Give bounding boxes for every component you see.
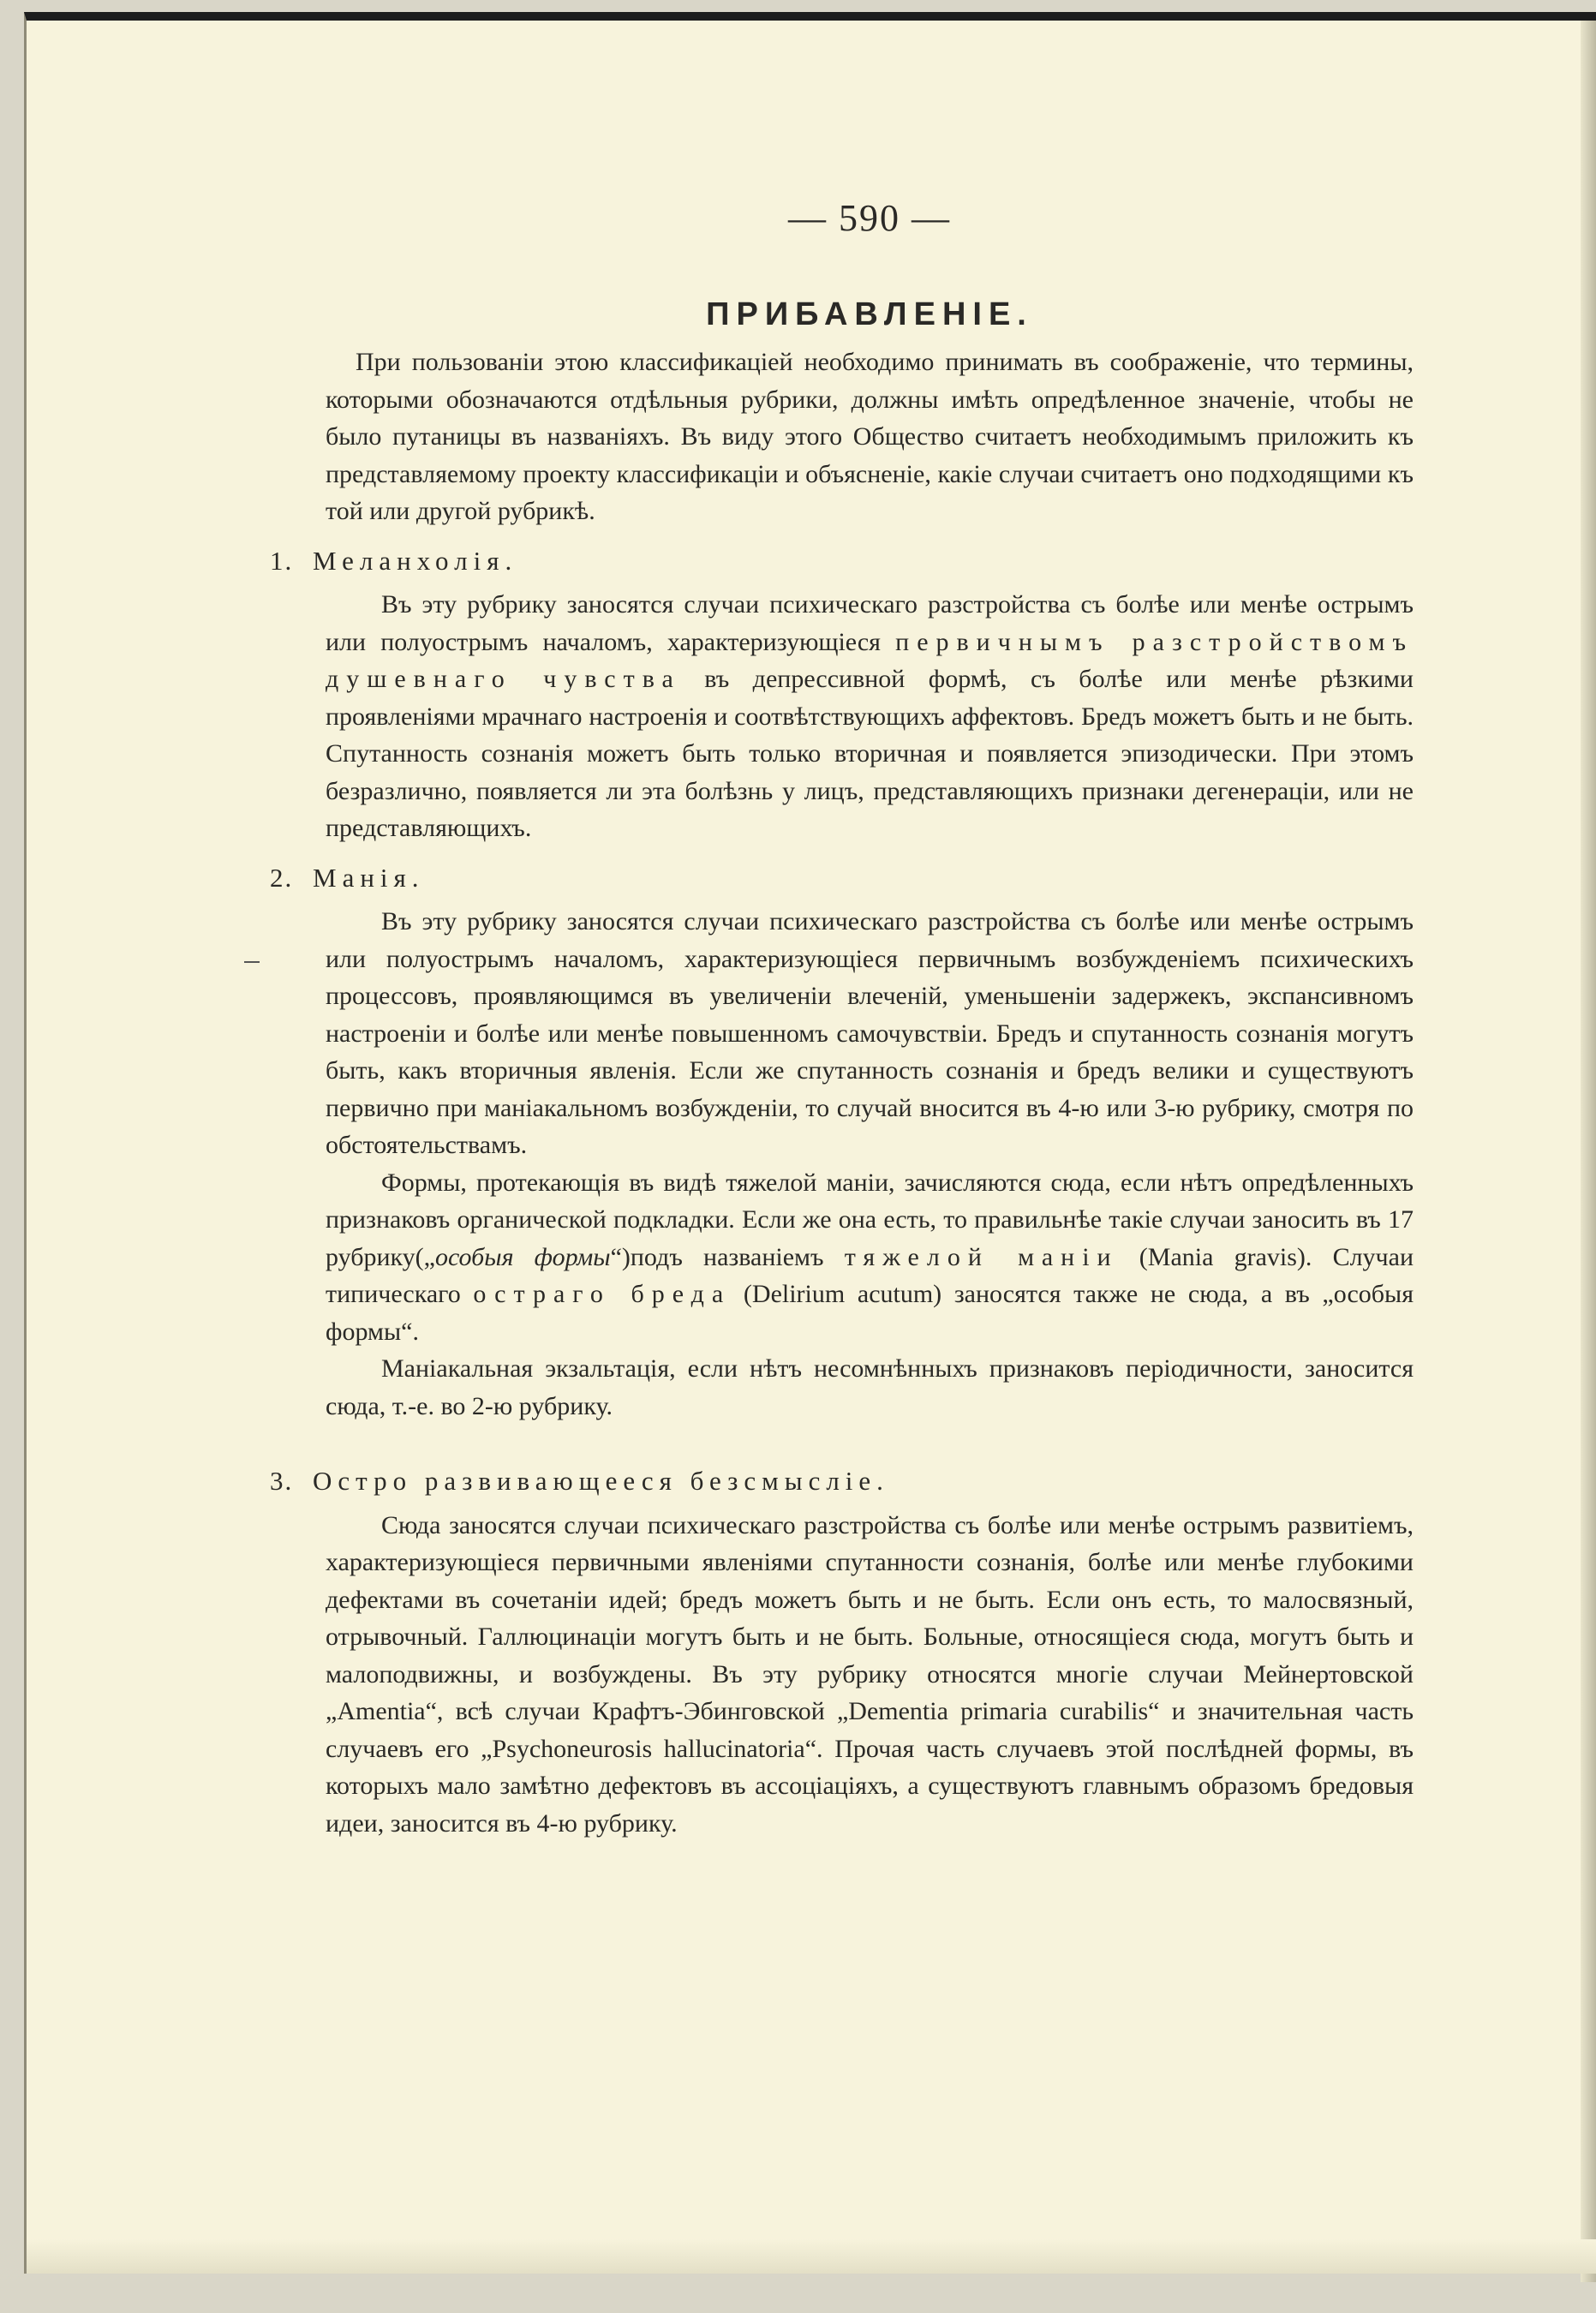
text-run: Въ эту рубрику заносятся случаи психическаго разстройства съ болѣе или менѣе острымъ или полуострымъ началомъ, характеризующіеся	[326, 590, 1414, 656]
text-run: въ депрессивной формѣ, съ болѣе или менѣе рѣзкими проявленіями мрачнаго настроенія и соотвѣтствующихъ аффектовъ. Бредъ можетъ быть и не быть. Спутанность сознанія можетъ быть только вторичная и появляется эпизодически. При этомъ безразлично, появляется ли эта болѣзнь у лицъ, представляющихъ признаки дегенераціи, или не представляющихъ.	[326, 665, 1414, 842]
intro-paragraph: При пользованіи этою классификаціей необходимо принимать въ соображеніе, что термины, которыми обозначаются отдѣльныя рубрики, должны имѣть опредѣленное значеніе, чтобы не было путаницы въ названіяхъ. Въ виду этого Общество считаетъ необходимымъ приложить къ представляемому проекту классификаціи и объясненіе, какіе случаи считаетъ оно подходящими къ той или другой рубрикѣ.	[326, 348, 1414, 525]
section-3-title: Остро развивающееся безсмысліе.	[313, 1466, 889, 1496]
italic-emphasis: особыя формы	[434, 1242, 611, 1271]
text-run: Формы, протекающія въ видѣ тяжелой маніи, зачисляются сюда, если нѣтъ опредѣленныхъ признаковъ органической подкладки. Если же она есть, то правильнѣе такіе случаи заносить въ 17 рубрику(„	[326, 1168, 1414, 1271]
page-number: — 590 —	[788, 197, 951, 239]
text-run: (Mania gravis). Случаи типическаго	[326, 1242, 1414, 1308]
spaced-emphasis: первичнымъ разстройствомъ душевнаго чувства	[326, 627, 1414, 693]
section-2-title: Манія.	[313, 862, 425, 893]
spaced-emphasis: остраго бреда	[473, 1280, 732, 1308]
text-run: (Delirium acutum) заносятся также не сюда, а въ „особыя формы“.	[326, 1280, 1414, 1346]
section-3-heading	[270, 1462, 1414, 1500]
section-2-paragraph-1: Въ эту рубрику заносятся случаи психическаго разстройства съ болѣе или менѣе острымъ или полуострымъ началомъ, характеризующіеся первичнымъ возбужденіемъ психическихъ процессовъ, проявляющимся въ увеличеніи влеченій, уменьшеніи задержекъ, экспансивномъ настроеніи и болѣе или менѣе повышенномъ самочувствіи. Бредъ и спутанность сознанія могутъ быть, какъ вторичныя явленія. Если же спутанность сознанія и бредъ велики и существуютъ первично при маніакальномъ возбужденіи, то случай вносится въ 4-ю или 3-ю рубрику, смотря по обстоятельствамъ.	[326, 907, 1414, 1159]
section-1-heading	[270, 542, 1414, 580]
section-3-paragraph: Сюда заносятся случаи психическаго разстройства съ болѣе или менѣе острымъ развитіемъ, характеризующіеся первичными явленіями спутанности сознанія, болѣе или менѣе глубокими дефектами въ сочетаніи идей; бредъ можетъ быть и не быть. Если онъ есть, то малосвязный, отрывочный. Галлюцинаціи могутъ быть и не быть. Больные, относящіеся сюда, могутъ быть и малоподвижны, и возбуждены. Въ эту рубрику относятся многіе случаи Мейнертовской „Amentia“, всѣ случаи Крафтъ-Эбинговской „Dementia primaria curabilis“ и значительная часть случаевъ его „Psychoneurosis hallucinatoria“. Прочая часть случаевъ этой послѣдней формы, въ которыхъ мало замѣтно дефектовъ въ ассоціаціяхъ, а существуютъ главнымъ образомъ бредовыя идеи, заносится въ 4-ю рубрику.	[326, 1510, 1414, 1838]
text-run: “)подъ названіемъ	[610, 1242, 845, 1271]
section-1-number: 1.	[270, 545, 294, 576]
spaced-emphasis: тяжелой маніи	[844, 1242, 1119, 1271]
appendix-title: ПРИБАВЛЕНІЕ.	[706, 296, 1033, 332]
section-1-paragraph	[326, 586, 1414, 847]
section-2-heading	[270, 859, 1414, 897]
section-2-paragraph-2	[326, 1164, 1414, 1351]
section-1-title: Меланхолія.	[313, 545, 518, 576]
section-3-number: 3.	[270, 1466, 294, 1496]
page-edge-shadow	[1581, 21, 1596, 2282]
section-2-number: 2.	[270, 862, 294, 893]
section-gap	[326, 1425, 1414, 1450]
section-2-paragraph-3: Маніакальная экзальтація, если нѣтъ несомнѣнныхъ признаковъ періодичности, заносится сюда, т.-е. во 2-ю рубрику.	[326, 1354, 1414, 1420]
page-bottom-shade	[27, 2239, 1596, 2274]
margin-mark	[244, 961, 260, 963]
page-content	[270, 197, 1414, 1842]
